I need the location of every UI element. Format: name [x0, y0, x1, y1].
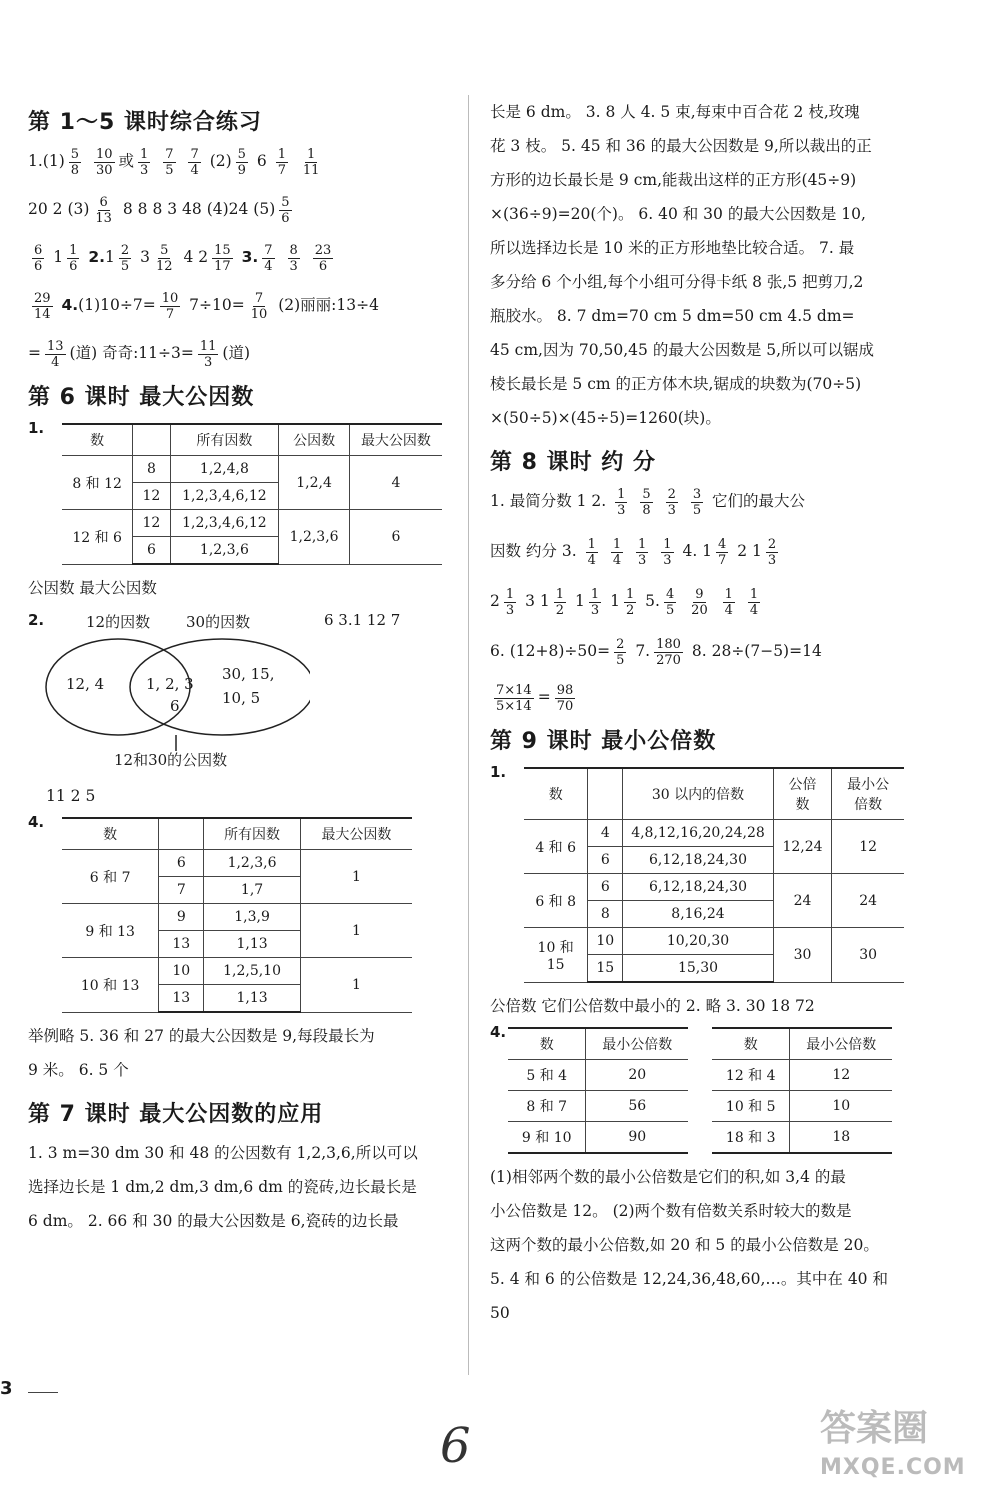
section-title-9: 第 9 课时 最小公倍数 [490, 729, 717, 754]
watermark-url: MXQE.COM [820, 1455, 966, 1480]
r-line9: 棱长最长是 5 cm 的正方体木块,锯成的块数为(70÷5) [490, 375, 862, 393]
q4-table-wrap: 4. 数 所有因数 最大公因数 6 和 7 6 1,2,3,6 1 7 1,7 9 和 13 9 1,3,9 1 13 1,13 10 和 13 10 1,2,5,10 1 13 1,13 [28, 813, 448, 1019]
r-line8: 45 cm,因为 70,50,45 的最大公因数是 5,所以可以锯成 [490, 341, 875, 359]
r-line5: 所以选择边长是 10 米的正方形地垫比较合适。 7. 最 [490, 239, 855, 257]
page-number-rule [28, 1392, 58, 1393]
watermark-logo: 答案圈 [820, 1408, 929, 1449]
frac: $\frac{5}{8}$ [70, 146, 80, 178]
factor-table-1: 数 所有因数 公因数 最大公因数 8 和 12 8 1,2,4,8 1,2,4 4 12 1,2,3,4,6,12 12 和 6 12 1,2,3,4,6,12 1,2,3,6 6 6 1,2,3,6 [62, 423, 442, 565]
r-line4: ×(36÷9)=20(个)。 6. 40 和 30 的最大公因数是 10, [490, 205, 866, 223]
s8-line5: $\frac{7\times 14}{5\times 14}$ = $\frac{98}{70}$ [496, 682, 574, 714]
r-tail-2: 小公倍数是 12。 (2)两个数有倍数关系时较大的数是 [490, 1202, 852, 1220]
left-column [28, 95, 448, 1238]
r-tail-1: (1)相邻两个数的最小公倍数是它们的积,如 3,4 的最 [490, 1168, 846, 1186]
after-table-9: 公倍数 它们公倍数中最小的 2. 略 3. 30 18 72 [490, 997, 815, 1015]
s8-line4: 6. (12+8)÷50= $\frac{2}{5}$ 7. $\frac{180}{270}$ 8. 28÷(7−5)=14 [490, 636, 822, 668]
after-table-1: 公因数 最大公因数 [28, 579, 157, 597]
s8-line1: 1. 最简分数 1 2. $\frac{1}{3}$ $\frac{5}{8}$ $\frac{2}{3}$ $\frac{3}{5}$ 它们的最大公 [490, 486, 806, 518]
s1-line3: $\frac{6}{6}$ 1 $\frac{1}{6}$ 2.1 $\frac{2}{5}$ 3 $\frac{5}{12}$ 4 2 $\frac{15}{17}$ 3. $\frac{7}{4}$ $\frac{8}{3}$ $\frac{23}{6}$ [34, 242, 332, 274]
r-tail-4: 5. 4 和 6 的公倍数是 12,24,36,48,60,…。其中在 40 和 50 [490, 1270, 888, 1322]
s8-line3: 2 $\frac{1}{3}$ 3 1 $\frac{1}{2}$ 1 $\frac{1}{3}$ 1 $\frac{1}{2}$ 5. $\frac{4}{5}$ $\frac{9}{20}$ $\frac{1}{4}$ $\frac{1}{4}$ [490, 586, 759, 618]
lcm-table-a: 数 最小公倍数 5 和 4 20 8 和 7 56 9 和 10 90 [508, 1027, 688, 1154]
handwritten-mark: 6 [440, 1418, 471, 1474]
lcm-tables-wrap: 4. 数 最小公倍数 5 和 4 20 8 和 7 56 9 和 10 90 数 最小公倍数 12 和 4 12 10 和 5 10 18 和 3 18 [490, 1023, 910, 1160]
r-line7: 瓶胶水。 8. 7 dm=70 cm 5 dm=50 cm 4.5 dm= [490, 307, 855, 325]
r-line6: 多分给 6 个小组,每个小组可分得卡纸 8 张,5 把剪刀,2 [490, 273, 864, 291]
s1-line2: 20 2 (3) $\frac{6}{13}$ 8 8 8 3 48 (4)24 (5) $\frac{5}{6}$ [28, 194, 290, 226]
multiple-table: 数 30 以内的倍数 公倍数 最小公倍数 4 和 6 4 4,8,12,16,20,24,28 12,24 12 6 6,12,18,24,30 6 和 8 6 6,12,18,24,30 24 24 8 8,16,24 10 和 15 10 10,20,30 30 30 15 15,30 [524, 767, 904, 983]
s6-tail-1: 举例略 5. 36 和 27 的最大公因数是 9,每段最长为 [28, 1027, 375, 1045]
s8-line2: 因数 约分 3. $\frac{1}{4}$ $\frac{1}{4}$ $\frac{1}{3}$ $\frac{1}{3}$ 4. 1 $\frac{4}{7}$ 2 1 $\frac{2}{3}$ [490, 536, 777, 568]
r-line10: ×(50÷5)×(45÷5)=1260(块)。 [490, 409, 721, 427]
factor-table-4: 数 所有因数 最大公因数 6 和 7 6 1,2,3,6 1 7 1,7 9 和 13 9 1,3,9 1 13 1,13 10 和 13 10 1,2,5,10 1 13 1,13 [62, 817, 412, 1013]
s7-line1: 1. 3 m=30 dm 30 和 48 的公因数有 1,2,3,6,所以可以 [28, 1144, 418, 1162]
venn-diagram: 2. 12的因数 30的因数 6 3.1 12 7 12, 4 1, 2, 3 6 30, 15, 10, 5 12和30的公因数 [28, 611, 401, 769]
lcm-table-b: 数 最小公倍数 12 和 4 12 10 和 5 10 18 和 3 18 [712, 1027, 892, 1154]
q1-table-wrap: 1. 数 所有因数 公因数 最大公因数 8 和 12 8 1,2,4,8 1,2,4 4 12 1,2,3,4,6,12 12 和 6 12 1,2,3,4,6,12 1,2,3,6 6 6 1,2,3,6 [28, 419, 448, 571]
q2-answers: 6 3.1 12 7 [324, 611, 401, 629]
section-title-1-5: 第 1～5 课时综合练习 [28, 110, 262, 135]
right-column [490, 95, 910, 1330]
s6-tail-2: 9 米。 6. 5 个 [28, 1061, 129, 1079]
r-line1: 长是 6 dm。 3. 8 人 4. 5 束,每束中百合花 2 枝,玫瑰 [490, 103, 860, 121]
s7-line2: 选择边长是 1 dm,2 dm,3 dm,6 dm 的瓷砖,边长最长是 [28, 1178, 417, 1196]
page-number: 3 [0, 1378, 13, 1399]
s1-line5: = $\frac{13}{4}$ (道) 奇奇:11÷3= $\frac{11}{3}$ (道) [28, 338, 251, 370]
q3-tail: 11 2 5 [46, 787, 96, 805]
section-title-7: 第 7 课时 最大公因数的应用 [28, 1102, 324, 1127]
r-line3: 方形的边长最长是 9 cm,能裁出这样的正方形(45÷9) [490, 171, 857, 189]
section-title-6: 第 6 课时 最大公因数 [28, 385, 255, 410]
r-tail-3: 这两个数的最小公倍数,如 20 和 5 的最小公倍数是 20。 [490, 1236, 879, 1254]
s1-line4: $\frac{29}{14}$ 4.(1)10÷7= $\frac{10}{7}$ 7÷10= $\frac{7}{10}$ (2)丽丽:13÷4 [34, 290, 379, 322]
multiple-table-wrap: 1. 数 30 以内的倍数 公倍数 最小公倍数 4 和 6 4 4,8,12,16,20,24,28 12,24 12 6 6,12,18,24,30 6 和 8 6 6,12,18,24,30 24 24 8 8,16,24 10 和 15 10 10,20,30 30 30 15 15,30 [490, 763, 910, 989]
column-divider [468, 95, 469, 1375]
section-title-8: 第 8 课时 约 分 [490, 450, 656, 475]
r-line2: 花 3 枝。 5. 45 和 36 的最大公因数是 9,所以裁出的正 [490, 137, 872, 155]
s1-line1: 1.(1) $\frac{5}{8}$ $\frac{10}{30}$ 或 $\frac{1}{3}$ $\frac{7}{5}$ $\frac{7}{4}$ (2) $\frac{5}{9}$ 6 $\frac{1}{7}$ $\frac{1}{11}$ [28, 146, 320, 178]
s7-line3: 6 dm。 2. 66 和 30 的最大公因数是 6,瓷砖的边长最 [28, 1212, 399, 1230]
